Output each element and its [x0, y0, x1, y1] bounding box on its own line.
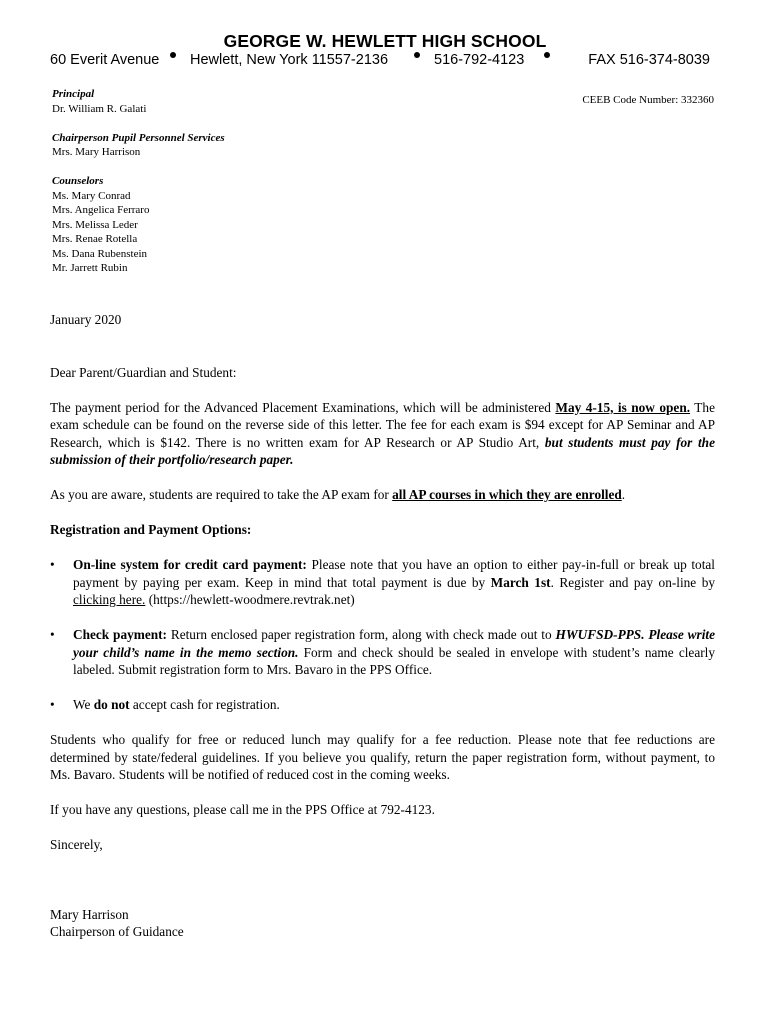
- paragraph-requirement: As you are aware, students are required to take the AP exam for all AP courses in which they are enrolled.: [50, 487, 626, 502]
- paragraph-payment-period: The payment period for the Advanced Placement Examinations, which will be administered May 4-15, is now open. The exam schedule can be found on the reverse side of this letter. The fee for each exam is $94 except for AP Seminar and AP Research, which is $142. There is no written exam for AP Research or AP Studio Art, but students must pay for the submission of their portfolio/research paper.: [50, 399, 715, 467]
- bullet-check-payment: • Check payment: Return enclosed paper registration form, along with check made out to HWUFSD-PPS. Please write your child’s name in the memo section. Form and check should be sealed in envelope with student’s name clearly labeled. Submit registration form to Mrs. Bavaro in the PPS Office.: [50, 627, 716, 677]
- counselor-name: Ms. Mary Conrad: [52, 189, 131, 202]
- bullet-icon: •: [50, 557, 55, 572]
- bullet-icon: •: [50, 697, 55, 712]
- counselor-name: Mrs. Renae Rotella: [52, 233, 138, 245]
- letter-date: January 2020: [50, 312, 122, 327]
- exam-dates: May 4-15, is now open.: [555, 399, 691, 415]
- phone-number: 516-792-4123: [434, 52, 525, 68]
- counselor-name: Ms. Dana Rubenstein: [52, 247, 148, 260]
- options-heading: Registration and Payment Options:: [50, 522, 252, 537]
- city-address: Hewlett, New York 11557-2136: [190, 52, 389, 68]
- school-name: GEORGE W. HEWLETT HIGH SCHOOL: [223, 31, 547, 51]
- separator-dot: [414, 52, 420, 58]
- chair-title: Chairperson Pupil Personnel Services: [52, 131, 225, 144]
- chair-name: Mrs. Mary Harrison: [52, 146, 141, 158]
- paragraph-questions: If you have any questions, please call me in the PPS Office at 792-4123.: [50, 802, 435, 817]
- counselor-name: Mr. Jarrett Rubin: [52, 262, 128, 274]
- bullet-icon: •: [50, 627, 55, 642]
- principal-name: Dr. William R. Galati: [52, 102, 147, 115]
- signer-title: Chairperson of Guidance: [50, 924, 184, 939]
- greeting: Dear Parent/Guardian and Student:: [50, 364, 237, 380]
- bullet-no-cash: • We do not accept cash for registration.: [50, 697, 280, 712]
- letter-body: [50, 311, 715, 941]
- street-address: 60 Everit Avenue: [50, 52, 160, 68]
- payment-link[interactable]: clicking here.: [73, 592, 146, 607]
- counselor-name: Mrs. Angelica Ferraro: [52, 204, 150, 216]
- closing: Sincerely,: [50, 837, 103, 852]
- signer-name: Mary Harrison: [50, 906, 129, 922]
- counselors-title: Counselors: [52, 175, 104, 187]
- address-line: [50, 52, 710, 70]
- principal-title: Principal: [52, 88, 95, 100]
- fax-number: FAX 516-374-8039: [588, 52, 710, 68]
- separator-dot: [544, 52, 550, 58]
- ceeb-code: CEEB Code Number: 332360: [582, 94, 714, 106]
- counselor-name: Mrs. Melissa Leder: [52, 218, 138, 231]
- bullet-online-payment: • On-line system for credit card payment: Please note that you have an option to either pay-in-full or break up total payment by paying per exam. Keep in mind that total payment is due by March 1st. Register and pay on-line by clicking here. (https://hewlett-woodmere.revtrak.net): [50, 557, 715, 607]
- paragraph-fee-reduction: Students who qualify for free or reduced lunch may qualify for a fee reduction. Please note that fee reductions are determined by state/federal guidelines. If you believe you qualify, return the paper registration form, without payment, to Ms. Bavaro. Students will be notified of reduced cost in the coming weeks.: [50, 732, 715, 782]
- separator-dot: [170, 52, 176, 58]
- staff-directory: [52, 87, 225, 276]
